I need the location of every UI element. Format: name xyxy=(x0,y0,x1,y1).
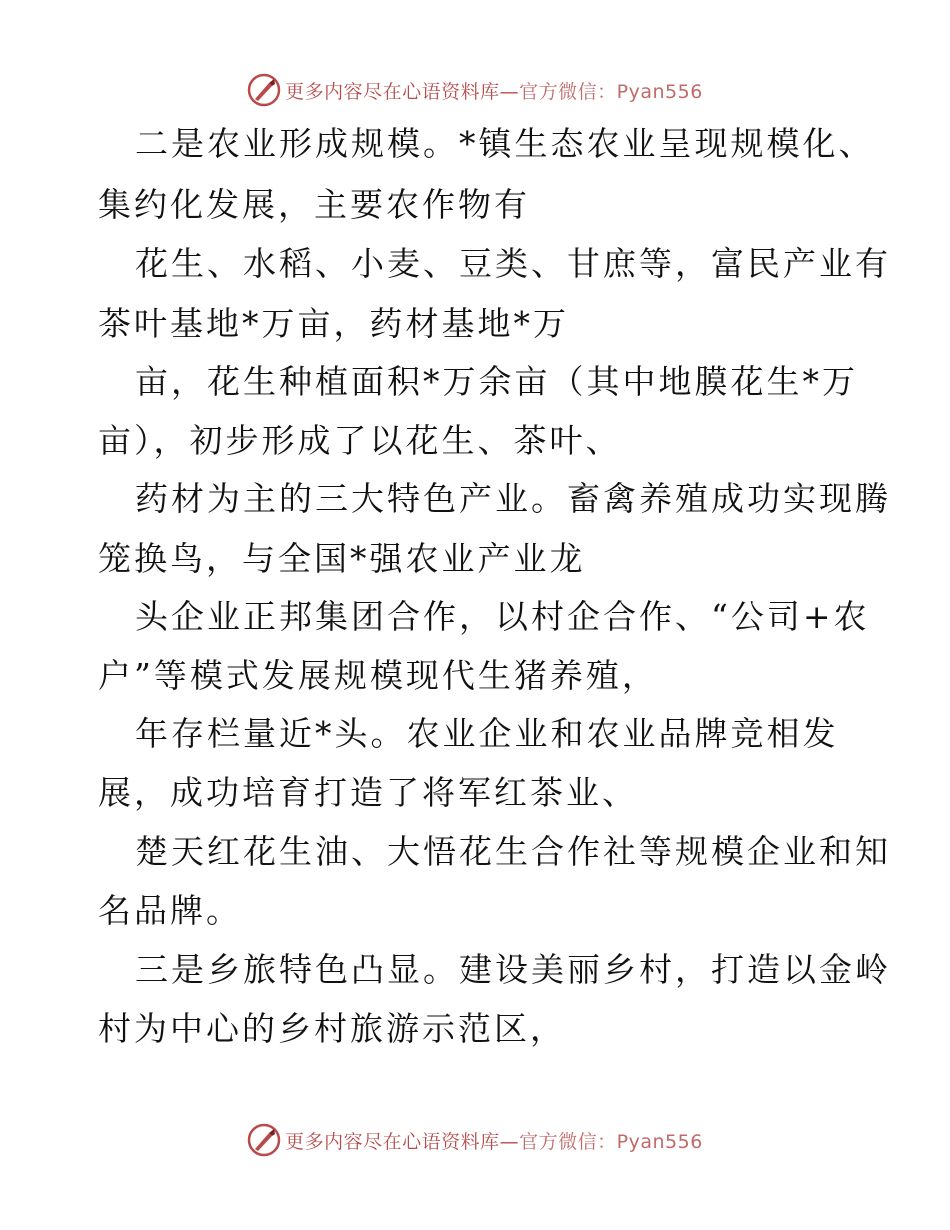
header-banner-main: 更多内容尽在心语资料库 xyxy=(285,80,500,103)
footer-banner-wechat: 官方微信：Pyan556 xyxy=(519,1130,703,1153)
header-banner-wechat: 官方微信：Pyan556 xyxy=(519,80,703,103)
paragraph-line: 药材为主的三大特色产业。畜禽养殖成功实现腾 xyxy=(135,479,891,518)
paragraph-line: 亩，花生种植面积*万余亩（其中地膜花生*万 xyxy=(135,362,858,401)
paragraph-line: 笼换鸟，与全国*强农业产业龙 xyxy=(98,539,586,578)
paragraph-line: 名品牌。 xyxy=(98,891,242,930)
header-banner xyxy=(0,70,950,110)
paragraph-line: 三是乡旅特色凸显。建设美丽乡村，打造以金岭 xyxy=(135,950,891,989)
header-banner-text xyxy=(285,77,703,104)
paragraph-line: 楚天红花生油、大悟花生合作社等规模企业和知 xyxy=(135,832,891,871)
paragraph-line: 茶叶基地*万亩，药材基地*万 xyxy=(98,304,569,343)
footer-banner-main: 更多内容尽在心语资料库 xyxy=(285,1130,500,1153)
pen-logo-icon xyxy=(247,73,281,107)
paragraph-line: 二是农业形成规模。*镇生态农业呈现规模化、 xyxy=(135,124,875,163)
paragraph-line: 集约化发展，主要农作物有 xyxy=(98,185,530,224)
footer-banner-separator: — xyxy=(499,1130,520,1153)
paragraph-line: 头企业正邦集团合作，以村企合作、“公司+农 xyxy=(135,597,870,636)
paragraph-line: 村为中心的乡村旅游示范区， xyxy=(98,1009,566,1048)
paragraph-line: 户”等模式发展规模现代生猪养殖， xyxy=(98,656,658,695)
paragraph-line: 展，成功培育打造了将军红茶业、 xyxy=(98,773,638,812)
header-banner-separator: — xyxy=(499,80,520,103)
paragraph-line: 亩），初步形成了以花生、茶叶、 xyxy=(98,421,622,460)
footer-banner-text xyxy=(285,1127,703,1154)
pen-logo-icon xyxy=(247,1123,281,1157)
paragraph-line: 年存栏量近*头。农业企业和农业品牌竞相发 xyxy=(135,714,839,753)
paragraph-line: 花生、水稻、小麦、豆类、甘庶等，富民产业有 xyxy=(135,244,891,283)
footer-banner xyxy=(0,1120,950,1160)
